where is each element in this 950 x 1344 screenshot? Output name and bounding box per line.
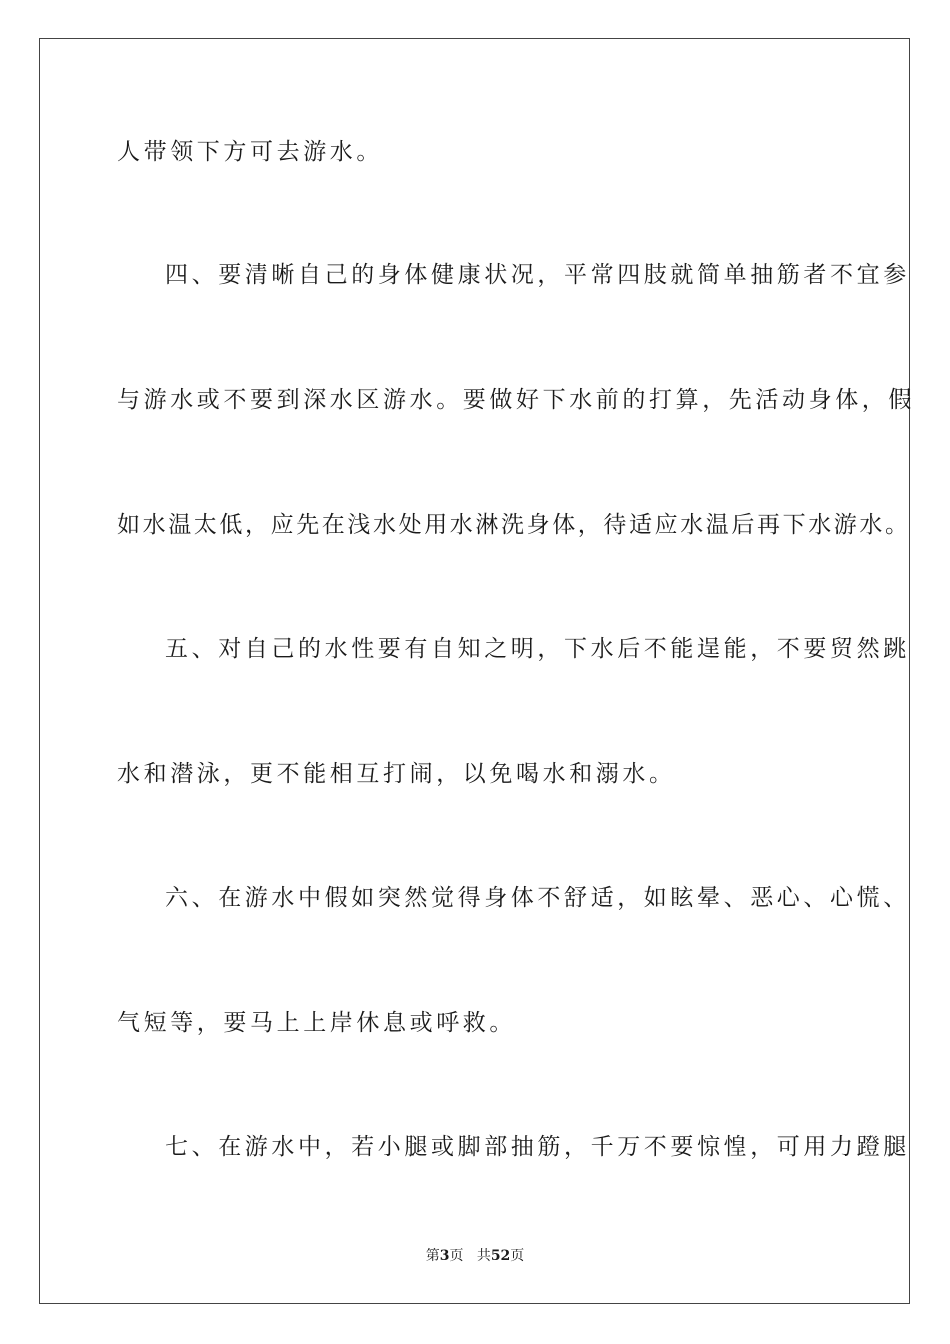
total-prefix: 共 bbox=[476, 1248, 491, 1264]
text-line: 人带领下方可去游水。 bbox=[117, 139, 383, 165]
text-line: 与游水或不要到深水区游水。要做好下水前的打算，先活动身体，假 bbox=[117, 387, 915, 413]
paragraph-first-line: 四、要清晰自己的身体健康状况，平常四肢就简单抽筋者不宜参 bbox=[165, 262, 910, 288]
paragraph-first-line: 六、在游水中假如突然觉得身体不舒适，如眩晕、恶心、心慌、 bbox=[165, 885, 910, 911]
total-suffix: 页 bbox=[510, 1248, 525, 1264]
page-number: 3 bbox=[439, 1248, 450, 1264]
page-prefix: 第 bbox=[425, 1248, 440, 1264]
page-suffix: 页 bbox=[449, 1248, 464, 1264]
paragraph-first-line: 五、对自己的水性要有自知之明，下水后不能逞能，不要贸然跳 bbox=[165, 636, 910, 662]
text-line: 气短等，要马上上岸休息或呼救。 bbox=[117, 1010, 516, 1036]
paragraph-first-line: 七、在游水中，若小腿或脚部抽筋，千万不要惊惶，可用力蹬腿 bbox=[165, 1134, 910, 1160]
total-pages: 52 bbox=[490, 1248, 511, 1264]
page-footer bbox=[0, 1246, 950, 1266]
text-line: 如水温太低，应先在浅水处用水淋洗身体，待适应水温后再下水游水。 bbox=[117, 512, 911, 538]
page-border bbox=[39, 38, 910, 1304]
text-line: 水和潜泳，更不能相互打闹，以免喝水和溺水。 bbox=[117, 761, 676, 787]
